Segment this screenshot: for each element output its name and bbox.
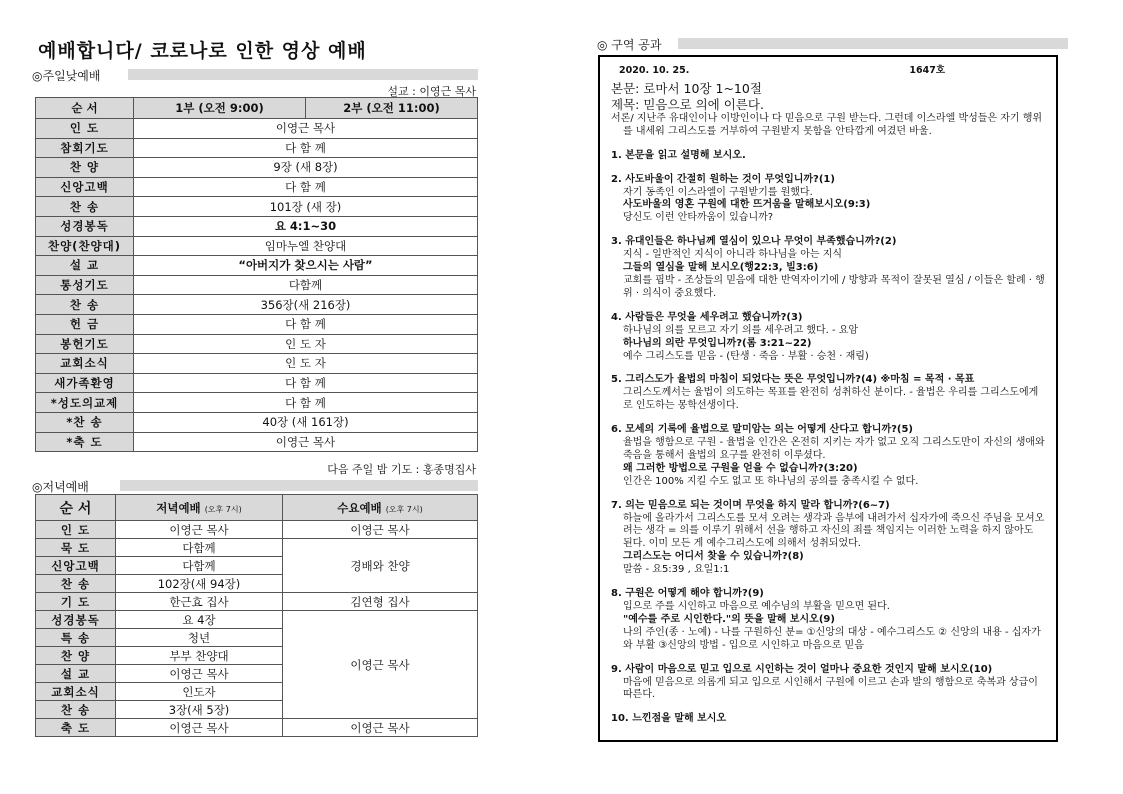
row-label: 찬양(찬양대) (36, 236, 134, 256)
question-3: 3. 유대인들은 하나님께 열심이 있으나 무엇이 부족했습니까?(2) (611, 236, 897, 248)
row-label: 성경봉독 (36, 216, 134, 236)
row-value: 다함께 (134, 275, 478, 295)
row-label: *성도의교제 (36, 393, 134, 413)
table-row (36, 611, 478, 629)
wednesday-benediction: 이영근 목사 (283, 719, 478, 737)
table-row (36, 275, 478, 295)
table-row (36, 197, 478, 217)
lesson-date-line (611, 65, 1045, 78)
sub-question: "예수를 주로 시인한다."의 뜻을 말해 보시오(9) (623, 613, 835, 625)
row-value: 이영근 목사 (134, 119, 478, 139)
answer-line: 당신도 이런 안타까움이 있습니까? (623, 212, 774, 224)
table-row (36, 177, 478, 197)
lesson-date: 2020. 10. 25. (619, 65, 690, 76)
row-value: 청년 (116, 629, 283, 647)
row-value: 요 4장 (116, 611, 283, 629)
row-value: 40장 (새 161장) (134, 412, 478, 432)
row-value: 이영근 목사 (116, 719, 283, 737)
row-value: 이영근 목사 (116, 665, 283, 683)
row-label: 새가족환영 (36, 373, 134, 393)
evening-order-table (35, 494, 478, 737)
answer-line: 말씀 - 요5:39 , 요일1:1 (623, 564, 730, 576)
table-row (36, 412, 478, 432)
wednesday-leader: 이영근 목사 (283, 521, 478, 539)
sub-question: 왜 그러한 방법으로 구원을 얻을 수 없습니까?(3:20) (623, 462, 858, 474)
sub-question: 그들의 열심을 말해 보시오(행22:3, 빌3:6) (623, 262, 819, 274)
table-row (36, 521, 478, 539)
row-label: 참회기도 (36, 138, 134, 158)
table-row (36, 354, 478, 374)
row-value: “아버지가 찾으시는 사람” (134, 256, 478, 276)
table-row (36, 432, 478, 452)
row-label: 기 도 (36, 593, 116, 611)
table-row (36, 593, 478, 611)
row-label: 신앙고백 (36, 557, 116, 575)
wednesday-worship: 경배와 찬양 (283, 539, 478, 593)
row-label: 봉헌기도 (36, 334, 134, 354)
row-label: 찬 송 (36, 575, 116, 593)
table-row (36, 216, 478, 236)
row-label: 인 도 (36, 521, 116, 539)
row-label: *축 도 (36, 432, 134, 452)
question-10: 10. 느낀점을 말해 보시오 (611, 713, 727, 725)
answer-line: 마음에 믿음으로 의롭게 되고 입으로 시인해서 구원에 이르고 손과 발의 행함으로 축복과 상급이 따른다. (623, 676, 1038, 701)
evening-service-heading: ◎저녁예배 (32, 480, 89, 494)
row-value: 다함께 (116, 557, 283, 575)
evening-service-label: 저녁예배 (156, 500, 201, 515)
lesson-heading: ◎ 구역 공과 (597, 38, 662, 52)
table-header-row (36, 98, 478, 119)
question-9: 9. 사람이 마음으로 믿고 입으로 시인하는 것이 얼마나 중요한 것인지 말해 보시오(10) (611, 663, 993, 675)
row-value: 356장(새 216장) (134, 295, 478, 315)
row-value: 인 도 자 (134, 334, 478, 354)
answer-line: 자기 동족인 이스라엘이 구원받기를 원했다. (623, 186, 813, 198)
table-row (36, 373, 478, 393)
row-value: 다 함 께 (134, 373, 478, 393)
row-value: 102장(새 94장) (116, 575, 283, 593)
sub-question: 하나님의 의란 무엇입니까?(롬 3:21~22) (623, 337, 812, 349)
header-evening-service (116, 495, 283, 521)
answer-line: 교회를 핍박 - 조상들의 믿음에 대한 반역자이기에 / 방향과 목적이 잘못된 열심 / 이들은 할례 · 행위 · 의식이 중요했다. (623, 274, 1045, 299)
question-7: 7. 의는 믿음으로 되는 것이며 무엇을 하지 말라 합니까?(6~7) (611, 499, 890, 511)
table-row (36, 236, 478, 256)
row-value: 이영근 목사 (116, 521, 283, 539)
row-label: 설 교 (36, 665, 116, 683)
answer-line: 예수 그리스도를 믿음 - (탄생 · 죽음 · 부활 · 승천 · 재림) (623, 350, 869, 362)
header-order: 순 서 (36, 98, 134, 119)
row-value: 101장 (새 장) (134, 197, 478, 217)
sub-question: 그리스도는 어디서 찾을 수 있습니까?(8) (623, 551, 804, 563)
sunday-heading-bar (128, 69, 478, 80)
row-label: 헌 금 (36, 314, 134, 334)
table-row (36, 158, 478, 178)
row-value: 다 함 께 (134, 393, 478, 413)
wednesday-preacher: 이영근 목사 (283, 611, 478, 719)
question-1: 1. 본문을 읽고 설명해 보시오. (611, 149, 746, 161)
table-row (36, 334, 478, 354)
evening-heading-bar (120, 480, 478, 491)
row-value: 한근효 집사 (116, 593, 283, 611)
row-label: 통성기도 (36, 275, 134, 295)
row-value: 이영근 목사 (134, 432, 478, 452)
row-label: 인 도 (36, 119, 134, 139)
header-second-service: 2부 (오전 11:00) (306, 98, 478, 119)
row-value: 인도자 (116, 683, 283, 701)
row-value: 3장(새 5장) (116, 701, 283, 719)
row-value: 인 도 자 (134, 354, 478, 374)
answer-line: 하나님의 의를 모르고 자기 의를 세우려고 했다. - 요암 (623, 324, 859, 336)
row-label: *찬 송 (36, 412, 134, 432)
row-label: 축 도 (36, 719, 116, 737)
next-week-prayer-note: 다음 주일 밤 기도 : 홍종명집사 (327, 463, 476, 476)
wednesday-service-time: (오후 7시) (385, 504, 423, 514)
row-value: 다 함 께 (134, 177, 478, 197)
table-row (36, 719, 478, 737)
row-value: 다 함 께 (134, 314, 478, 334)
row-label: 특 송 (36, 629, 116, 647)
row-label: 묵 도 (36, 539, 116, 557)
sunday-order-table (35, 97, 478, 452)
answer-line: 율법을 행함으로 구원 - 율법을 인간은 온전히 지키는 자가 없고 오직 그리스도만이 자신의 생애와 죽음을 통해서 율법의 요구를 완전히 이루셨다. (623, 437, 1045, 461)
row-label: 찬 송 (36, 295, 134, 315)
row-value: 9장 (새 8장) (134, 158, 478, 178)
row-value: 다함께 (116, 539, 283, 557)
wednesday-prayer: 김연형 집사 (283, 593, 478, 611)
table-row (36, 138, 478, 158)
table-row (36, 256, 478, 276)
row-value: 다 함 께 (134, 138, 478, 158)
row-label: 찬 양 (36, 647, 116, 665)
header-order: 순 서 (36, 495, 116, 521)
wednesday-service-label: 수요예배 (337, 500, 382, 515)
table-row (36, 119, 478, 139)
question-2: 2. 사도바울이 간절히 원하는 것이 무엇입니까?(1) (611, 173, 835, 185)
answer-line: 나의 주인(종 · 노예) - 나를 구원하신 분= ①신앙의 대상 - 예수그리스도 ② 신앙의 내용 - 십자가와 부활 ③신앙의 방법 - 입으로 시인하고 마음으로 믿음 (623, 626, 1041, 651)
row-label: 설 교 (36, 256, 134, 276)
table-row (36, 295, 478, 315)
lesson-subject: 제목: 믿음으로 의에 이른다. (611, 96, 764, 112)
header-wednesday-service (283, 495, 478, 521)
row-value: 임마누엘 찬양대 (134, 236, 478, 256)
lesson-box (598, 55, 1058, 742)
sub-question: 사도바울의 영혼 구원에 대한 뜨거움을 말해보시오(9:3) (623, 199, 871, 211)
lesson-passage: 본문: 로마서 10장 1~10절 (611, 80, 762, 96)
question-4: 4. 사람들은 무엇을 세우려고 했습니까?(3) (611, 311, 803, 323)
evening-service-time: (오후 7시) (204, 504, 242, 514)
lesson-heading-bar (678, 38, 1068, 49)
answer-line: 입으로 주를 시인하고 마음으로 예수님의 부활을 믿으면 된다. (623, 601, 890, 612)
answer-line: 하늘에 올라가서 그리스도를 모셔 오려는 생각과 음부에 내려가서 십자가에 죽으신 주님을 모셔오려는 생각 = 의를 이루기 위해서 선을 행하고 자신의 죄를 책임지는 이러한 노력을 하지 않아도 된다. 이미 모든 게 예수그리스도에 의해서 성취되었다. (623, 512, 1045, 550)
table-row (36, 393, 478, 413)
answer-line: 인간은 100% 지킬 수도 없고 또 하나님의 공의를 충족시킬 수 없다. (623, 475, 919, 487)
question-5: 5. 그리스도가 율법의 마침이 되었다는 뜻은 무엇입니까?(4) ※마침 = 목적 · 목표 (611, 374, 975, 386)
row-label: 찬 송 (36, 197, 134, 217)
header-first-service: 1부 (오전 9:00) (134, 98, 306, 119)
row-value: 요 4:1~30 (134, 216, 478, 236)
row-value: 부부 찬양대 (116, 647, 283, 665)
answer-line: 그리스도께서는 율법이 의도하는 목표를 완전히 성취하신 분이다. - 율법은 우리를 그리스도에게로 인도하는 몽학선생이다. (623, 387, 1039, 412)
table-header-row (36, 495, 478, 521)
row-label: 성경봉독 (36, 611, 116, 629)
question-6: 6. 모세의 기록에 율법으로 말미암는 의는 어떻게 산다고 합니까?(5) (611, 424, 914, 436)
question-8: 8. 구원은 어떻게 해야 합니까?(9) (611, 588, 764, 600)
page-title: 예배합니다/ 코로나로 인한 영상 예배 (38, 40, 367, 62)
table-row (36, 314, 478, 334)
row-label: 찬 양 (36, 158, 134, 178)
sermon-preacher-note: 설교 : 이영근 목사 (387, 85, 476, 98)
row-label: 신앙고백 (36, 177, 134, 197)
answer-line: 지식 - 일반적인 지식이 아니라 하나님을 아는 지식 (623, 249, 843, 261)
row-label: 교회소식 (36, 683, 116, 701)
lesson-issue-number: 1647호 (909, 65, 945, 76)
sunday-service-heading: ◎주일낮예배 (32, 69, 101, 83)
table-row (36, 539, 478, 557)
row-label: 교회소식 (36, 354, 134, 374)
row-label: 찬 송 (36, 701, 116, 719)
lesson-intro: 서론/ 지난주 유대인이나 이방인이나 다 믿음으로 구원 받는다. 그런데 이스라엘 박성들은 자기 행위를 내세워 그리스도를 거부하여 구원받지 못함을 안타깝게 여겼던 바울. (611, 112, 1043, 137)
